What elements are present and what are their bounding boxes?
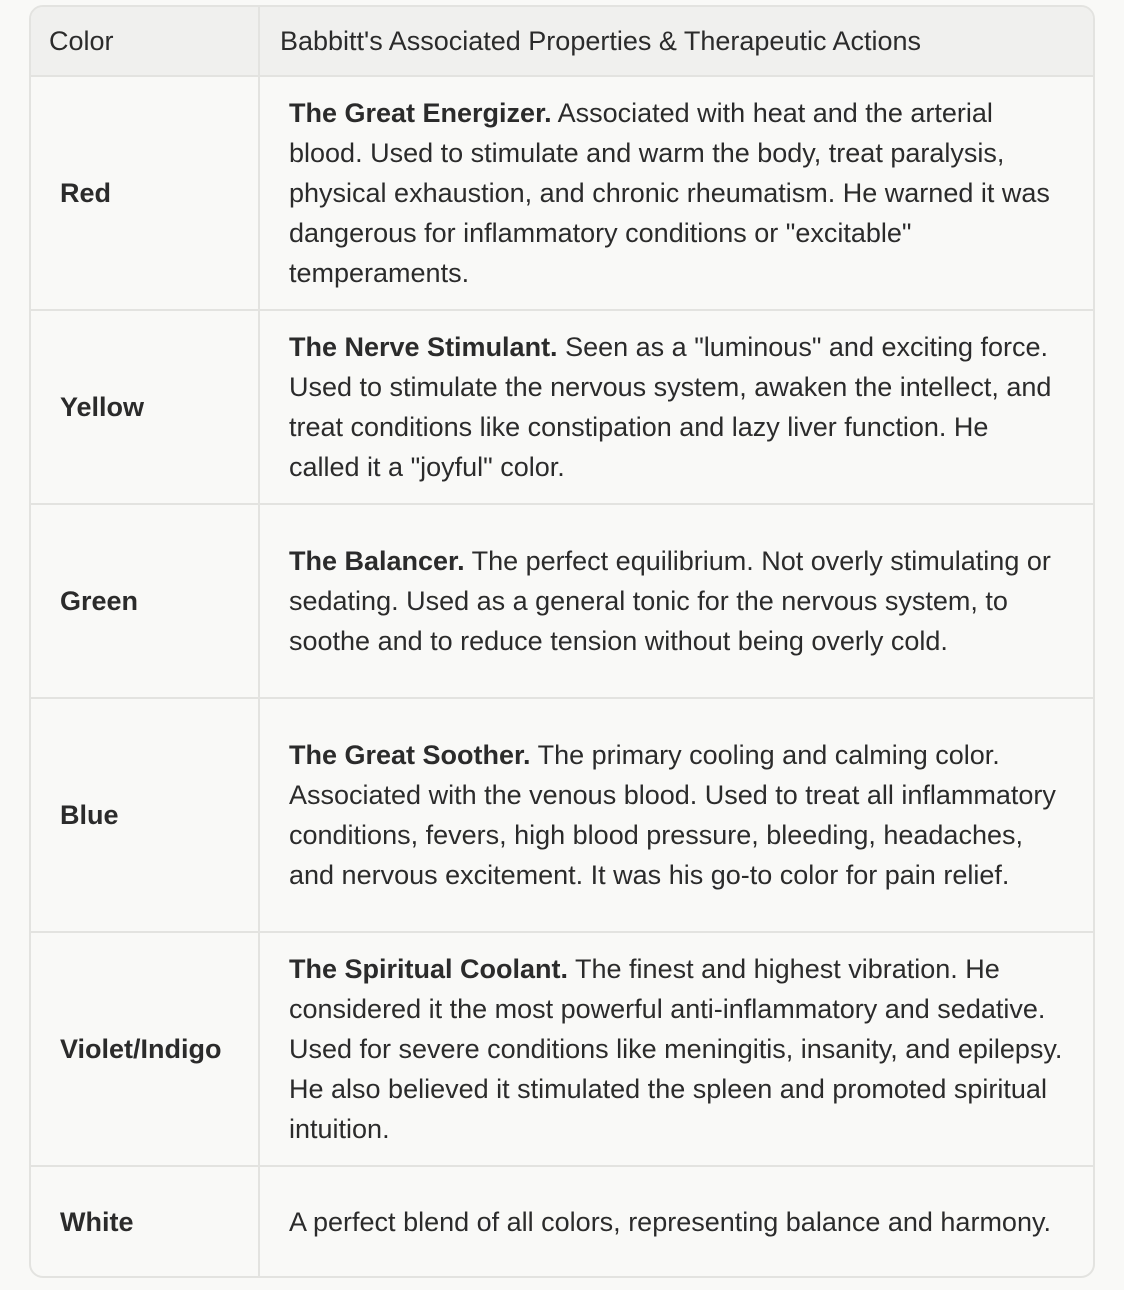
description-title: The Spiritual Coolant. [289, 954, 569, 984]
color-name: Blue [31, 698, 259, 932]
color-properties-table [29, 5, 1095, 1278]
table-body [31, 76, 1093, 1277]
color-description [259, 932, 1093, 1166]
description-text: The primary cooling and calming color. Associated with the venous blood. Used to treat all inflammatory conditions, fevers, high blood pressure, bleeding, headaches, and nervous excitement. It was his go-to color for pain relief. [289, 740, 1056, 890]
color-description [259, 1166, 1093, 1277]
color-name: Yellow [31, 310, 259, 504]
description-text: A perfect blend of all colors, representing balance and harmony. [289, 1207, 1051, 1237]
color-description [259, 504, 1093, 698]
color-name: White [31, 1166, 259, 1277]
color-name: Violet/Indigo [31, 932, 259, 1166]
table-header [31, 7, 1093, 76]
color-description [259, 310, 1093, 504]
table [31, 7, 1093, 1277]
table-row [31, 310, 1093, 504]
color-name: Green [31, 504, 259, 698]
color-name: Red [31, 76, 259, 310]
table-row [31, 76, 1093, 310]
description-title: The Great Soother. [289, 740, 531, 770]
description-text: The finest and highest vibration. He considered it the most powerful anti-inflammatory and sedative. Used for severe conditions like meningitis, insanity, and epilepsy. He also believed it stimulated the spleen and promoted spiritual intuition. [289, 954, 1063, 1144]
table-row [31, 932, 1093, 1166]
description-title: The Nerve Stimulant. [289, 332, 558, 362]
description-title: The Great Energizer. [289, 98, 552, 128]
color-description [259, 698, 1093, 932]
header-properties: Babbitt's Associated Properties & Therapeutic Actions [259, 7, 1093, 76]
description-text: The perfect equilibrium. Not overly stimulating or sedating. Used as a general tonic for the nervous system, to soothe and to reduce tension without being overly cold. [289, 546, 1051, 656]
table-row [31, 1166, 1093, 1277]
table-row [31, 698, 1093, 932]
color-description [259, 76, 1093, 310]
description-text: Seen as a "luminous" and exciting force. Used to stimulate the nervous system, awaken the intellect, and treat conditions like constipation and lazy liver function. He called it a "joyful" color. [289, 332, 1052, 482]
description-title: The Balancer. [289, 546, 465, 576]
description-text: Associated with heat and the arterial blood. Used to stimulate and warm the body, treat paralysis, physical exhaustion, and chronic rheumatism. He warned it was dangerous for inflammatory conditions or "excitable" temperaments. [289, 98, 1050, 288]
table-row [31, 504, 1093, 698]
header-color: Color [31, 7, 259, 76]
header-row [31, 7, 1093, 76]
